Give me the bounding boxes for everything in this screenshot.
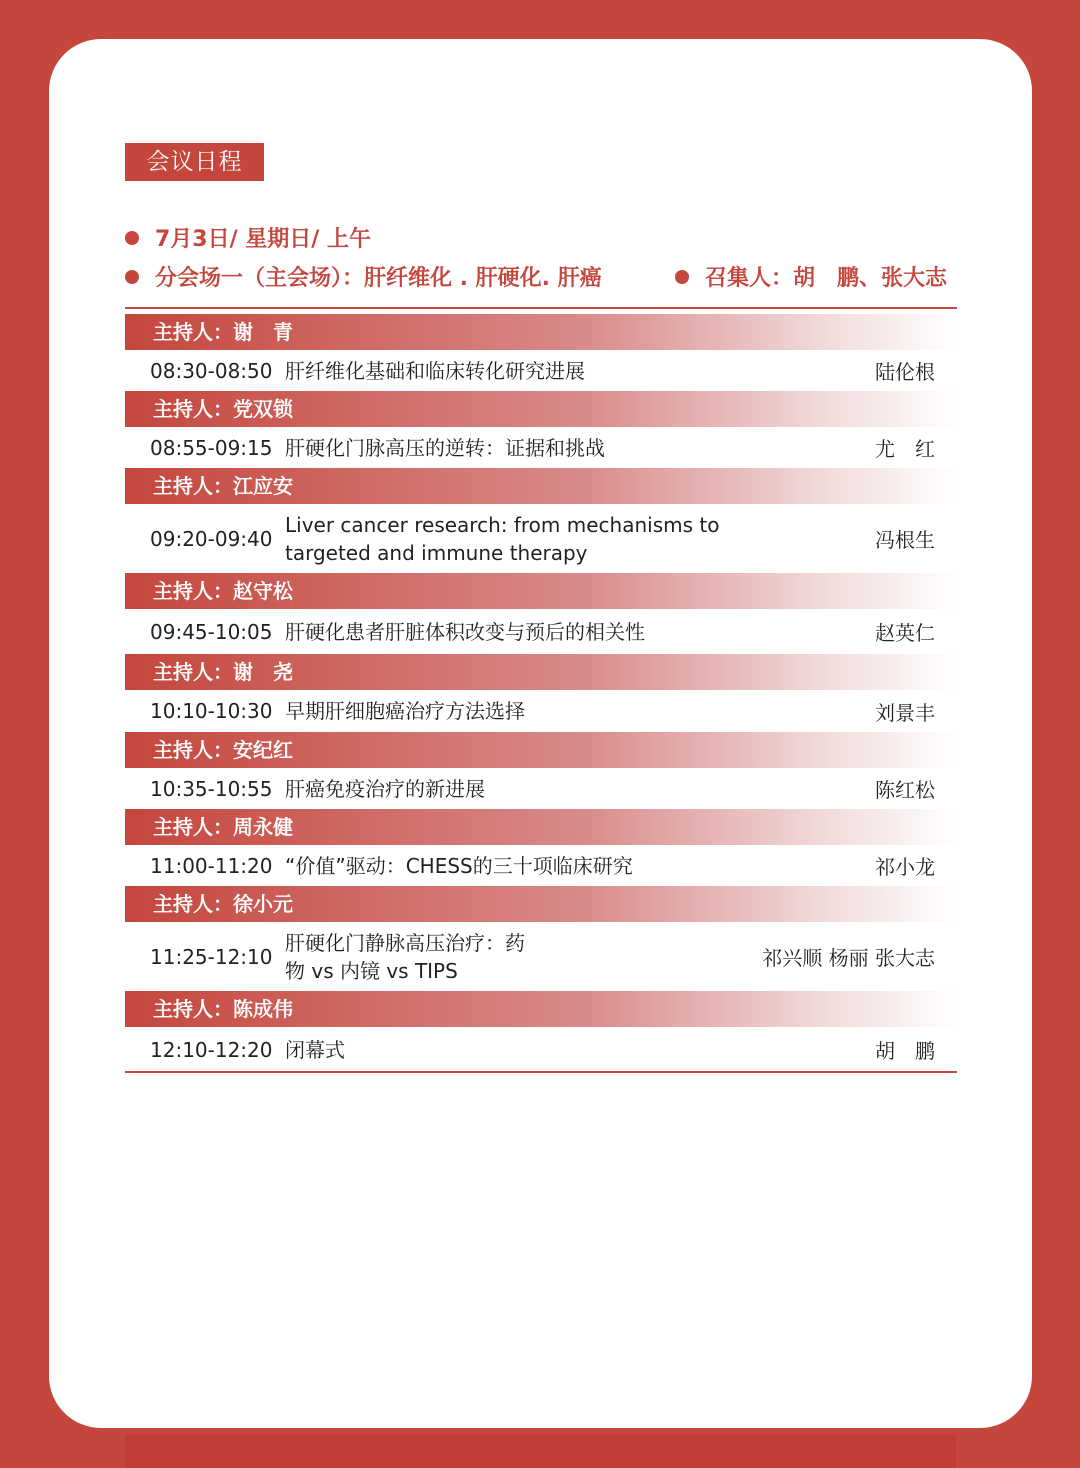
talk-speaker: 冯根生 — [875, 528, 935, 552]
convener-line — [675, 264, 947, 294]
date-text: 7月3日/ 星期日/ 上午 — [155, 227, 372, 252]
talk-speaker: 胡 鹏 — [875, 1039, 935, 1063]
talk-row — [125, 504, 957, 573]
talk-topic: 肝硬化门静脉高压治疗：药物 vs 内镜 vs TIPS — [285, 930, 525, 983]
talk-speaker: 刘景丰 — [875, 700, 935, 725]
talk-row — [125, 427, 957, 468]
talk-time: 11:00-11:20 — [150, 853, 273, 878]
host-bar: 主持人：谢 青 — [125, 314, 957, 350]
talk-topic: 肝硬化门脉高压的逆转：证据和挑战 — [285, 435, 605, 460]
talk-row — [125, 922, 957, 991]
talk-row — [125, 845, 957, 886]
host-bar: 主持人：党双锁 — [125, 391, 957, 427]
page-title: 会议日程 — [125, 143, 264, 181]
talk-row — [125, 609, 957, 654]
schedule-table — [125, 314, 957, 1072]
talk-topic: 肝纤维化基础和临床转化研究进展 — [285, 358, 585, 383]
talk-time: 10:10-10:30 — [150, 699, 273, 723]
bullet-dot-icon — [125, 231, 139, 245]
host-bar: 主持人：谢 尧 — [125, 654, 957, 690]
host-bar: 主持人：徐小元 — [125, 886, 957, 922]
session-line — [125, 264, 602, 294]
convener-text: 召集人：胡 鹏、张大志 — [705, 266, 948, 291]
talk-time: 11:25-12:10 — [150, 944, 273, 969]
top-divider — [125, 307, 957, 309]
talk-speaker: 祁小龙 — [875, 855, 935, 879]
host-bar: 主持人：周永健 — [125, 809, 957, 845]
talk-speaker: 尤 红 — [875, 437, 935, 461]
talk-time: 12:10-12:20 — [150, 1037, 273, 1062]
talk-topic: “价值”驱动：CHESS的三十项临床研究 — [285, 853, 633, 878]
host-bar: 主持人：江应安 — [125, 468, 957, 504]
bullet-dot-icon — [675, 270, 689, 284]
talk-row — [125, 768, 957, 809]
date-line — [125, 225, 371, 255]
talk-row — [125, 1027, 957, 1072]
talk-topic: 肝癌免疫治疗的新进展 — [285, 776, 485, 801]
talk-time: 10:35-10:55 — [150, 776, 273, 801]
bullet-dot-icon — [125, 270, 139, 284]
talk-row — [125, 690, 957, 732]
bottom-divider — [125, 1071, 957, 1073]
host-bar: 主持人：陈成伟 — [125, 991, 957, 1027]
host-bar: 主持人：安纪红 — [125, 732, 957, 768]
talk-row — [125, 350, 957, 391]
talk-topic: 早期肝细胞癌治疗方法选择 — [285, 699, 525, 723]
talk-speaker: 祁兴顺 杨丽 张大志 — [762, 946, 935, 970]
session-text: 分会场一（主会场）：肝纤维化 . 肝硬化. 肝癌 — [155, 266, 602, 291]
talk-time: 08:55-09:15 — [150, 435, 273, 460]
bottom-decor-strip — [125, 1434, 956, 1468]
talk-speaker: 陆伦根 — [875, 360, 935, 384]
talk-speaker: 陈红松 — [875, 778, 935, 802]
talk-time: 09:45-10:05 — [150, 619, 273, 644]
talk-time: 09:20-09:40 — [150, 526, 273, 551]
talk-topic: 肝硬化患者肝脏体积改变与预后的相关性 — [285, 619, 645, 644]
talk-topic: 闭幕式 — [285, 1037, 345, 1062]
host-bar: 主持人：赵守松 — [125, 573, 957, 609]
talk-speaker: 赵英仁 — [875, 621, 935, 645]
talk-topic: Liver cancer research: from mechanisms to targeted and immune therapy — [285, 512, 720, 565]
talk-time: 08:30-08:50 — [150, 358, 273, 383]
